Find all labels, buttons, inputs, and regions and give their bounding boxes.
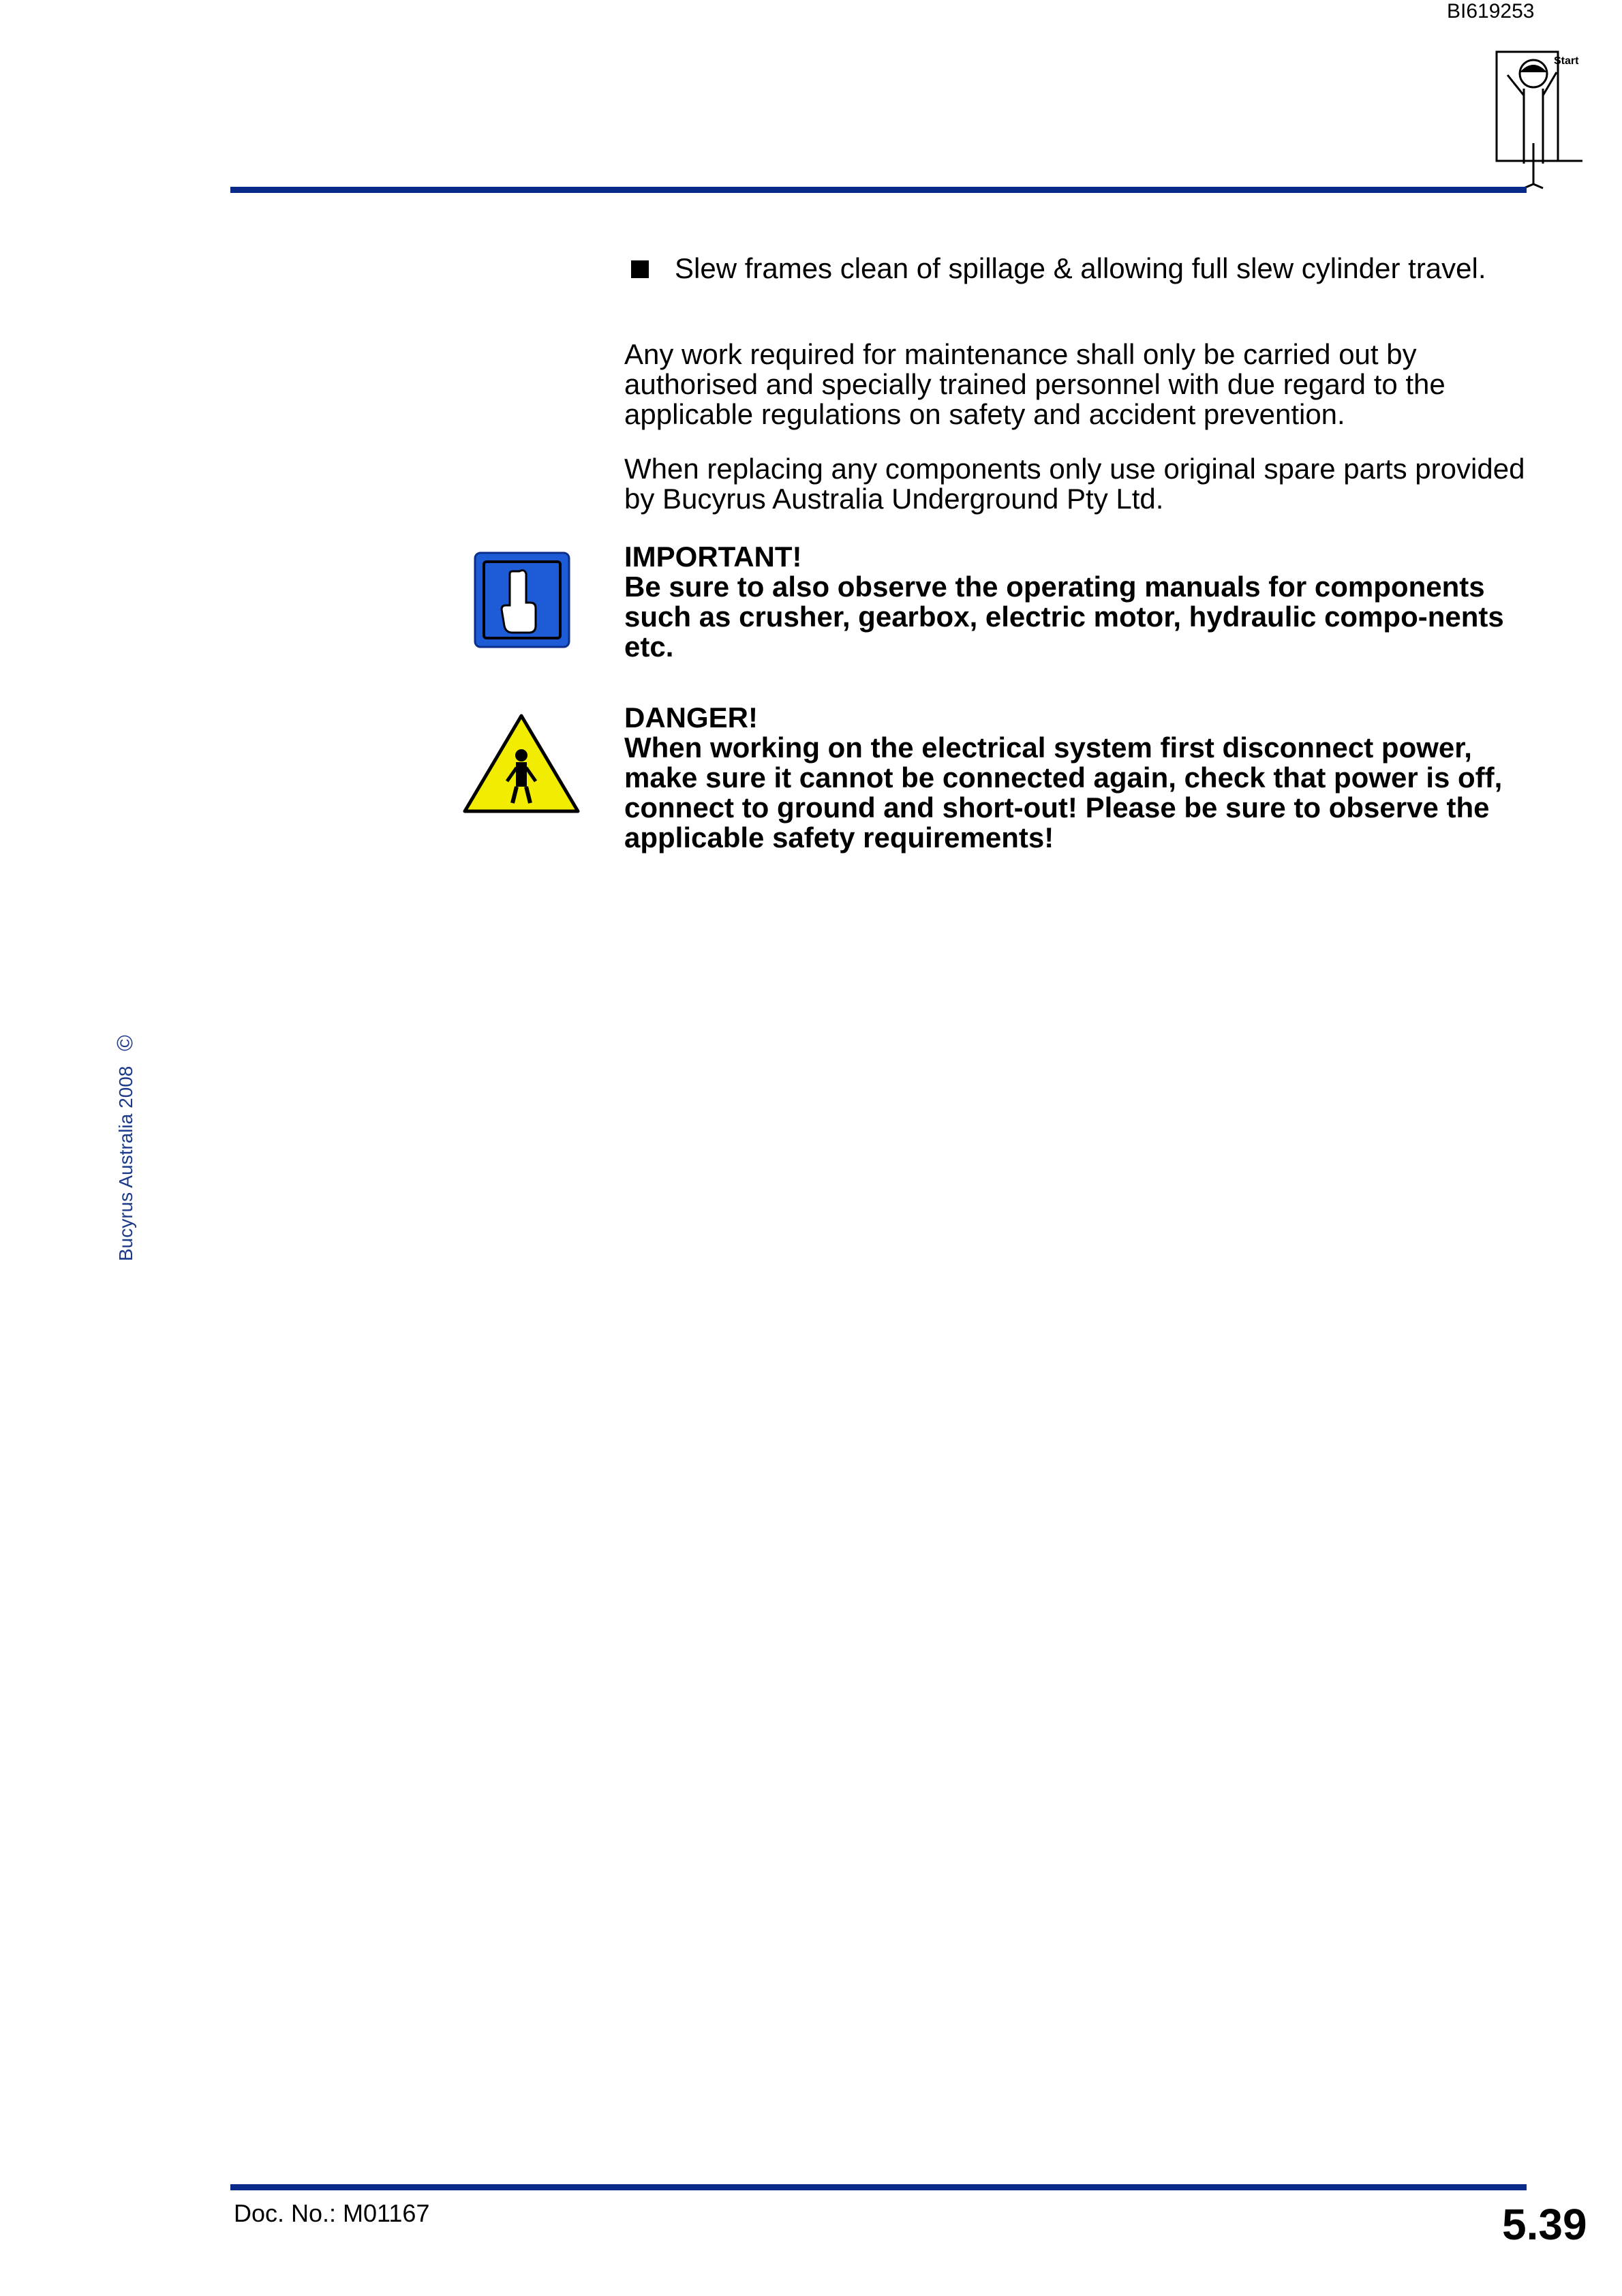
footer-rule [230, 2184, 1527, 2190]
bullet-item [624, 254, 1531, 284]
start-icon-label: Start [1554, 55, 1579, 67]
copyright-symbol: © [112, 1035, 137, 1051]
pointing-hand-icon [473, 551, 571, 649]
bullet-text: Slew frames clean of spillage & allowing full slew cylinder travel. [675, 252, 1486, 284]
danger-text: When working on the electrical system first disconnect power, make sure it cannot be connected again, check that power is off, connect to ground and short-out! Please be sure to observe the applicable safety requirements! [624, 731, 1503, 854]
important-text: Be sure to also observe the operating manuals for components such as crusher, gearbox, electric motor, hydraulic compo-nents etc. [624, 571, 1504, 663]
important-notice [624, 542, 1531, 662]
document-number: Doc. No.: M01167 [234, 2199, 430, 2227]
paragraph-spare-parts: When replacing any components only use original spare parts provided by Bucyrus Australia Underground Pty Ltd. [624, 453, 1525, 515]
copyright-note [112, 1035, 138, 1261]
bullet-square [631, 260, 649, 278]
start-worker-icon [1494, 48, 1584, 191]
copyright-text: Bucyrus Australia 2008 [115, 1066, 136, 1261]
danger-notice [624, 703, 1531, 853]
important-title: IMPORTANT! [624, 541, 802, 573]
header-rule [230, 187, 1527, 193]
electrical-danger-icon [462, 713, 581, 814]
page-number: 5.39 [1502, 2200, 1587, 2249]
paragraph-maintenance: Any work required for maintenance shall only be carried out by authorised and specially trained personnel with due regard to the applicable regulations on safety and accident prevention. [624, 338, 1445, 430]
danger-title: DANGER! [624, 701, 758, 734]
document-id: BI619253 [1447, 0, 1535, 22]
